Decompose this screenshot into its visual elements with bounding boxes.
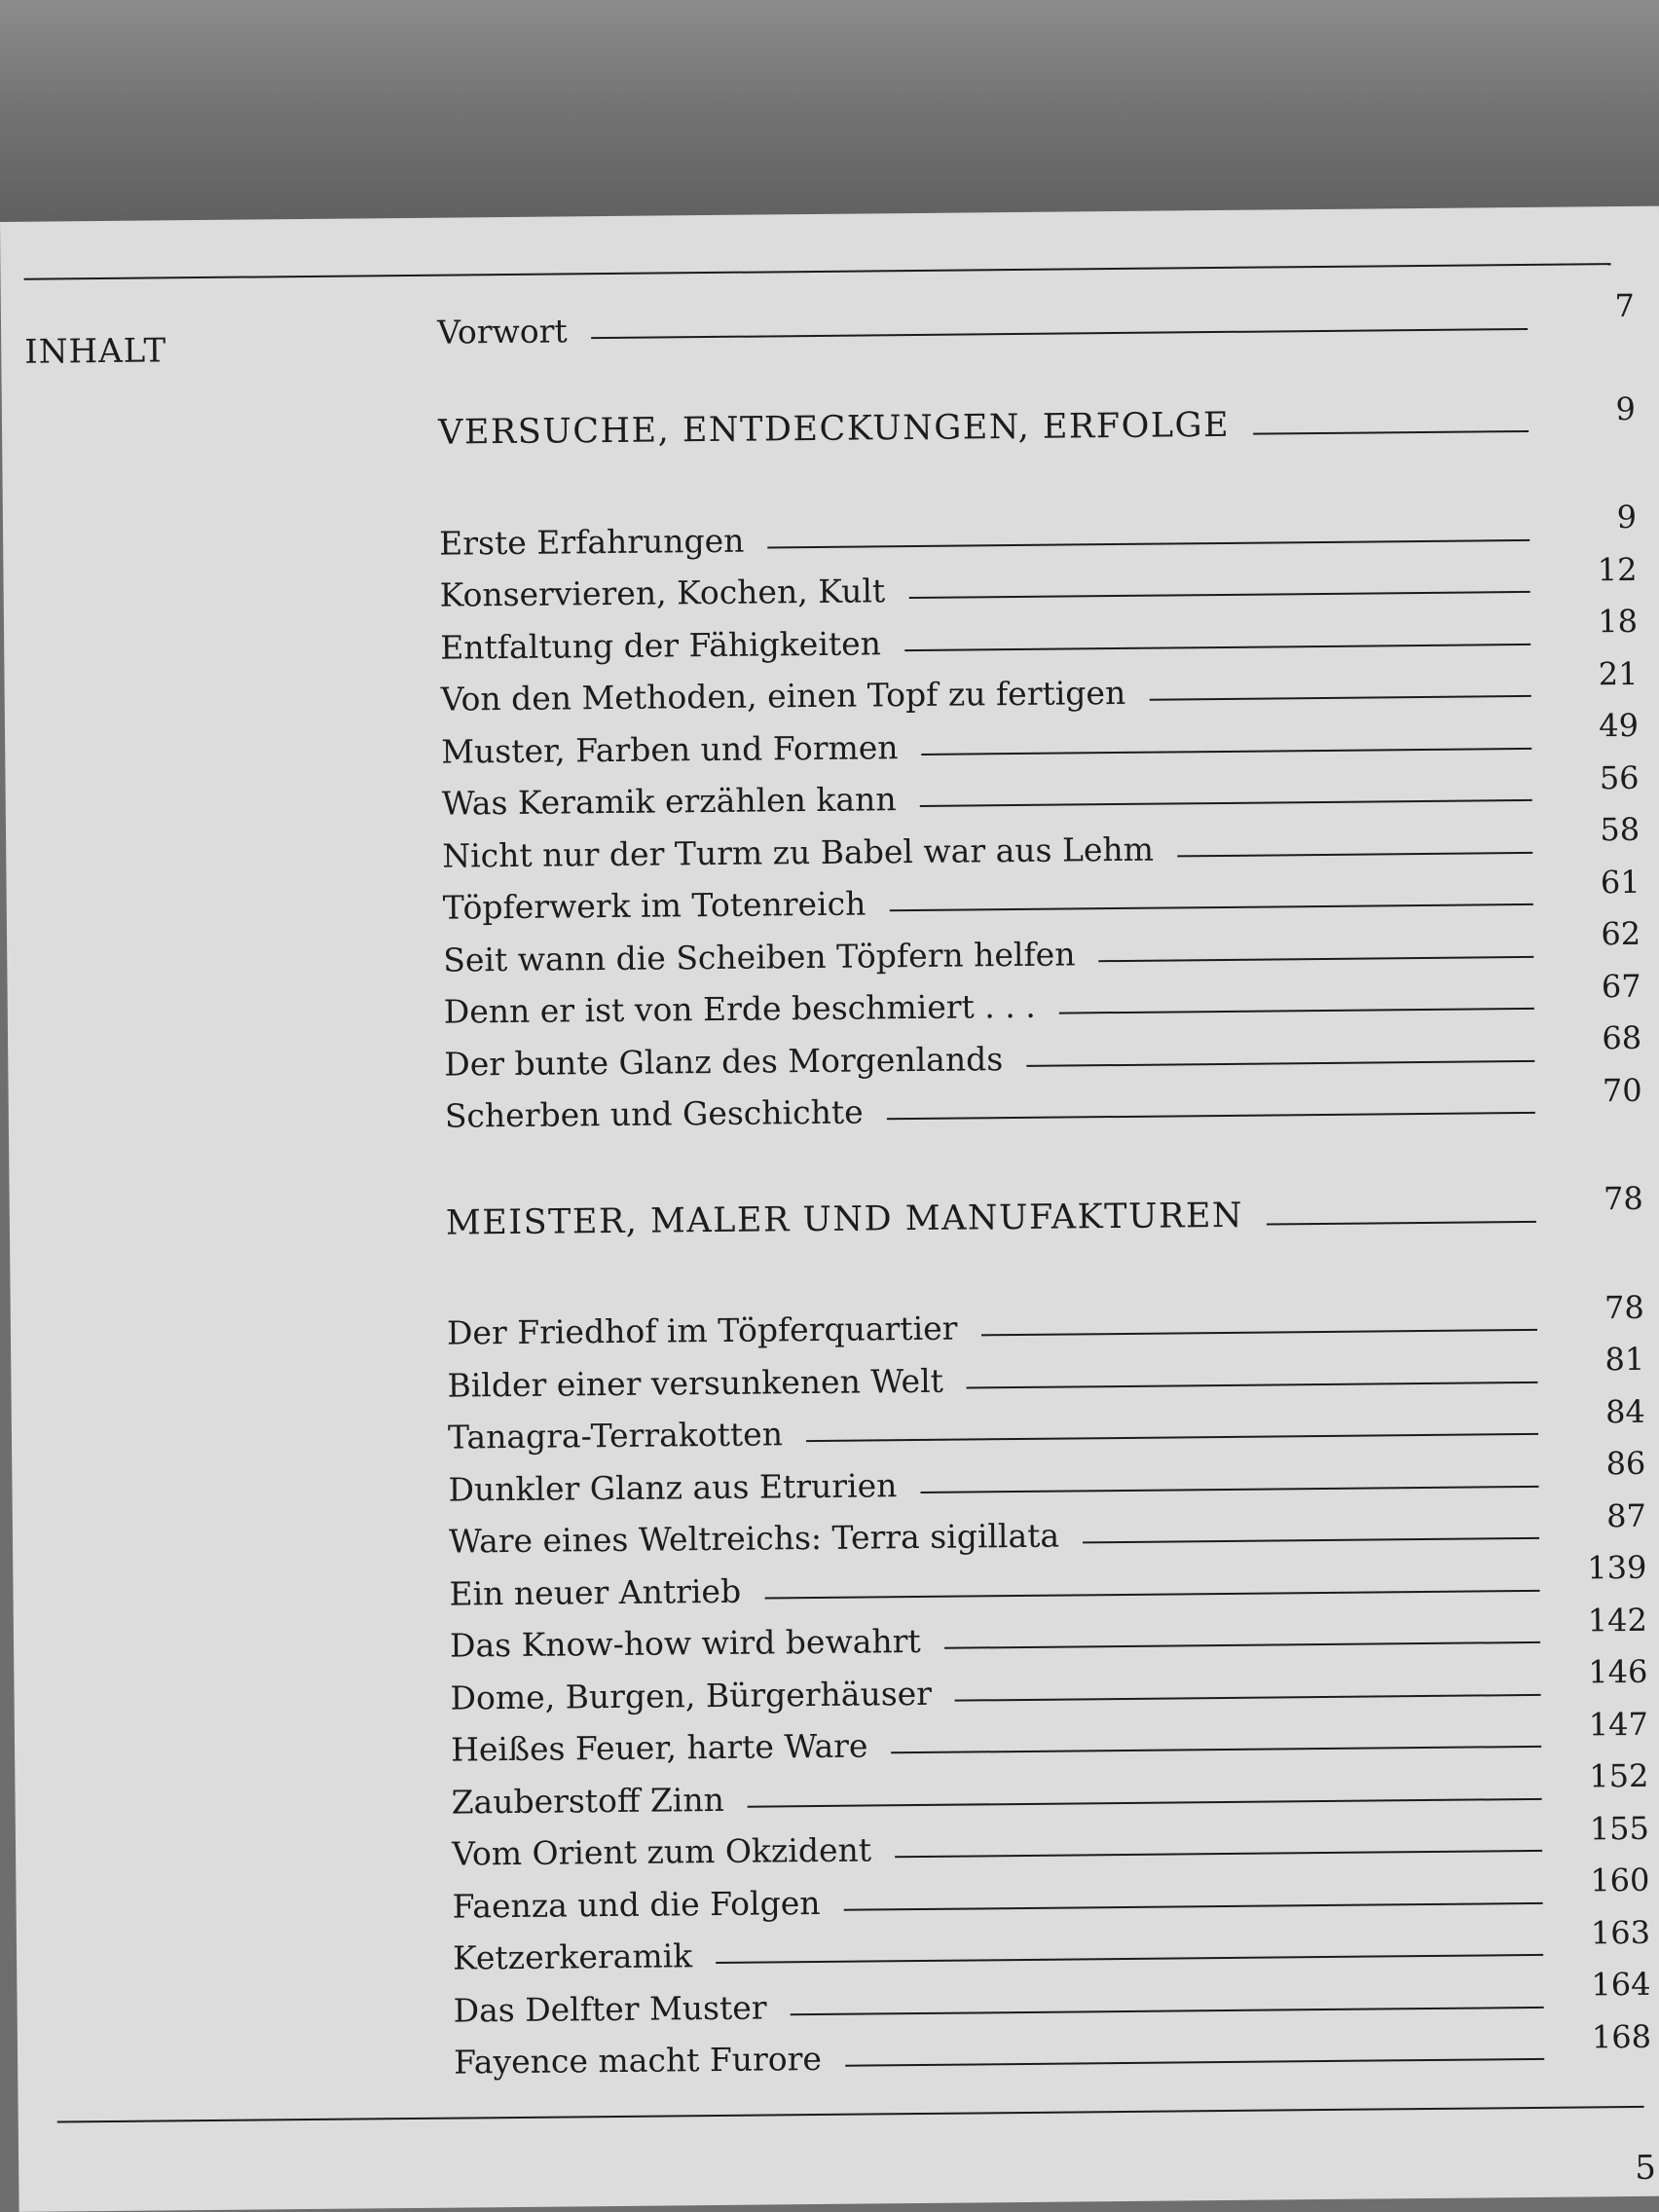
- toc-entry-page: 81: [1604, 1340, 1645, 1379]
- leader-line: [768, 538, 1530, 548]
- toc-entry-page: 67: [1601, 967, 1641, 1005]
- toc-entry-label: Nicht nur der Turm zu Babel war aus Lehm: [442, 830, 1155, 875]
- toc-entry-page: 7: [1614, 286, 1636, 325]
- toc-entry-label: Ein neuer Antrieb: [449, 1571, 742, 1613]
- toc-entry-label: Erste Erfahrungen: [438, 521, 745, 563]
- page-number: 5: [1635, 2148, 1657, 2188]
- leader-line: [1083, 1537, 1539, 1544]
- table-of-contents: [436, 284, 1652, 2082]
- toc-entry-page: 152: [1589, 1756, 1649, 1795]
- leader-line: [920, 799, 1532, 807]
- toc-entry-page: 49: [1599, 706, 1640, 745]
- section-title: VERSUCHE, ENTDECKUNGEN, ERFOLGE: [437, 405, 1231, 453]
- bottom-rule: [57, 2106, 1644, 2123]
- toc-entry-label: Tanagra-Terrakotten: [447, 1415, 784, 1456]
- toc-entry-page: 62: [1601, 914, 1641, 953]
- toc-entry-label: Ketzerkeramik: [452, 1936, 693, 1977]
- section-title: MEISTER, MALER UND MANUFAKTUREN: [445, 1196, 1244, 1243]
- leader-line: [1059, 1008, 1534, 1014]
- toc-entry-label: Das Know-how wird bewahrt: [449, 1621, 921, 1665]
- toc-entry-page: 160: [1590, 1861, 1650, 1899]
- leader-line: [967, 1381, 1538, 1388]
- toc-entry-page: 78: [1604, 1288, 1644, 1326]
- toc-entry-page: 58: [1600, 810, 1641, 849]
- toc-entry-page: 21: [1598, 654, 1639, 692]
- leader-line: [889, 903, 1532, 911]
- toc-entry-label: Faenza und die Folgen: [452, 1883, 821, 1926]
- toc-entry-page: 147: [1588, 1705, 1649, 1743]
- toc-entry-label: Der Friedhof im Töpferquartier: [446, 1309, 958, 1352]
- section-page: 78: [1603, 1179, 1643, 1218]
- top-rule: [24, 263, 1611, 280]
- leader-line: [1149, 695, 1530, 701]
- toc-entry-label: Vorwort: [436, 311, 568, 351]
- toc-entry-page: 61: [1600, 863, 1641, 901]
- toc-entry-label: Scherben und Geschichte: [444, 1092, 864, 1135]
- leader-line: [806, 1433, 1538, 1442]
- leader-line: [1253, 430, 1529, 435]
- toc-entry-page: 164: [1591, 1965, 1651, 2004]
- toc-entry-page: 86: [1605, 1444, 1646, 1483]
- toc-entry-page: 168: [1591, 2017, 1652, 2055]
- leader-line: [1177, 851, 1532, 857]
- leader-line: [716, 1954, 1543, 1964]
- toc-entry-page: 9: [1616, 498, 1638, 536]
- toc-entry-page: 155: [1589, 1809, 1650, 1847]
- toc-entry-label: Was Keramik erzählen kann: [441, 780, 897, 823]
- leader-line: [920, 1485, 1538, 1493]
- toc-entry-label: Fayence macht Furore: [453, 2039, 823, 2082]
- toc-entry-label: Das Delfter Muster: [453, 1988, 767, 2030]
- leader-line: [1099, 955, 1534, 961]
- book-page: [0, 206, 1659, 2212]
- toc-entry-page: 146: [1588, 1652, 1648, 1691]
- toc-heading: INHALT: [24, 331, 167, 372]
- toc-entry-page: 139: [1587, 1548, 1647, 1587]
- leader-line: [908, 591, 1530, 599]
- toc-entry-page: 70: [1602, 1071, 1642, 1109]
- leader-line: [895, 1850, 1542, 1858]
- toc-entry-label: Seit wann die Scheiben Töpfern helfen: [443, 934, 1076, 979]
- toc-entry-label: Muster, Farben und Formen: [441, 727, 899, 771]
- toc-entry-label: Vom Orient zum Okzident: [451, 1830, 872, 1873]
- leader-line: [591, 327, 1528, 338]
- section-page: 9: [1615, 389, 1637, 427]
- leader-line: [904, 643, 1530, 650]
- toc-entry-page: 18: [1598, 602, 1639, 641]
- toc-entry-label: Dome, Burgen, Bürgerhäuser: [450, 1674, 933, 1717]
- leader-line: [1267, 1220, 1536, 1225]
- toc-entry-label: Von den Methoden, einen Topf zu fertigen: [440, 673, 1126, 719]
- toc-entry-label: Entfaltung der Fähigkeiten: [440, 623, 882, 667]
- toc-entry-label: Denn er ist von Erde beschmiert . . .: [443, 986, 1036, 1031]
- leader-line: [845, 2058, 1544, 2067]
- leader-line: [844, 1901, 1543, 1910]
- leader-line: [944, 1641, 1540, 1649]
- toc-entry-label: Ware eines Weltreichs: Terra sigillata: [448, 1516, 1060, 1561]
- leader-line: [887, 1112, 1535, 1120]
- toc-entry-page: 142: [1587, 1601, 1648, 1639]
- section-1-entries: [438, 496, 1642, 1135]
- toc-entry-page: 87: [1605, 1496, 1647, 1534]
- toc-entry-label: Konservieren, Kochen, Kult: [439, 571, 886, 614]
- toc-entry-label: Dunkler Glanz aus Etrurien: [448, 1465, 898, 1509]
- toc-entry-page: 68: [1602, 1018, 1642, 1057]
- leader-line: [791, 2006, 1544, 2014]
- leader-line: [955, 1693, 1541, 1701]
- section-2-entries: [446, 1285, 1652, 2082]
- toc-entry-page: 56: [1599, 758, 1640, 796]
- toc-entry-page: 163: [1590, 1913, 1651, 1951]
- leader-line: [981, 1329, 1537, 1336]
- toc-entry-label: Zauberstoff Zinn: [451, 1780, 725, 1822]
- leader-line: [748, 1797, 1542, 1807]
- leader-line: [764, 1589, 1539, 1599]
- leader-line: [892, 1746, 1542, 1753]
- background-surface: [0, 0, 1659, 234]
- toc-entry-page: 12: [1597, 550, 1638, 588]
- leader-line: [1026, 1059, 1534, 1066]
- toc-entry-label: Heißes Feuer, harte Ware: [450, 1726, 868, 1769]
- leader-line: [922, 747, 1532, 755]
- toc-entry-label: Bilder einer versunkenen Welt: [447, 1361, 944, 1405]
- toc-entry-label: Der bunte Glanz des Morgenlands: [444, 1039, 1004, 1084]
- toc-entry-label: Töpferwerk im Totenreich: [442, 884, 866, 927]
- toc-entry-page: 84: [1604, 1392, 1645, 1430]
